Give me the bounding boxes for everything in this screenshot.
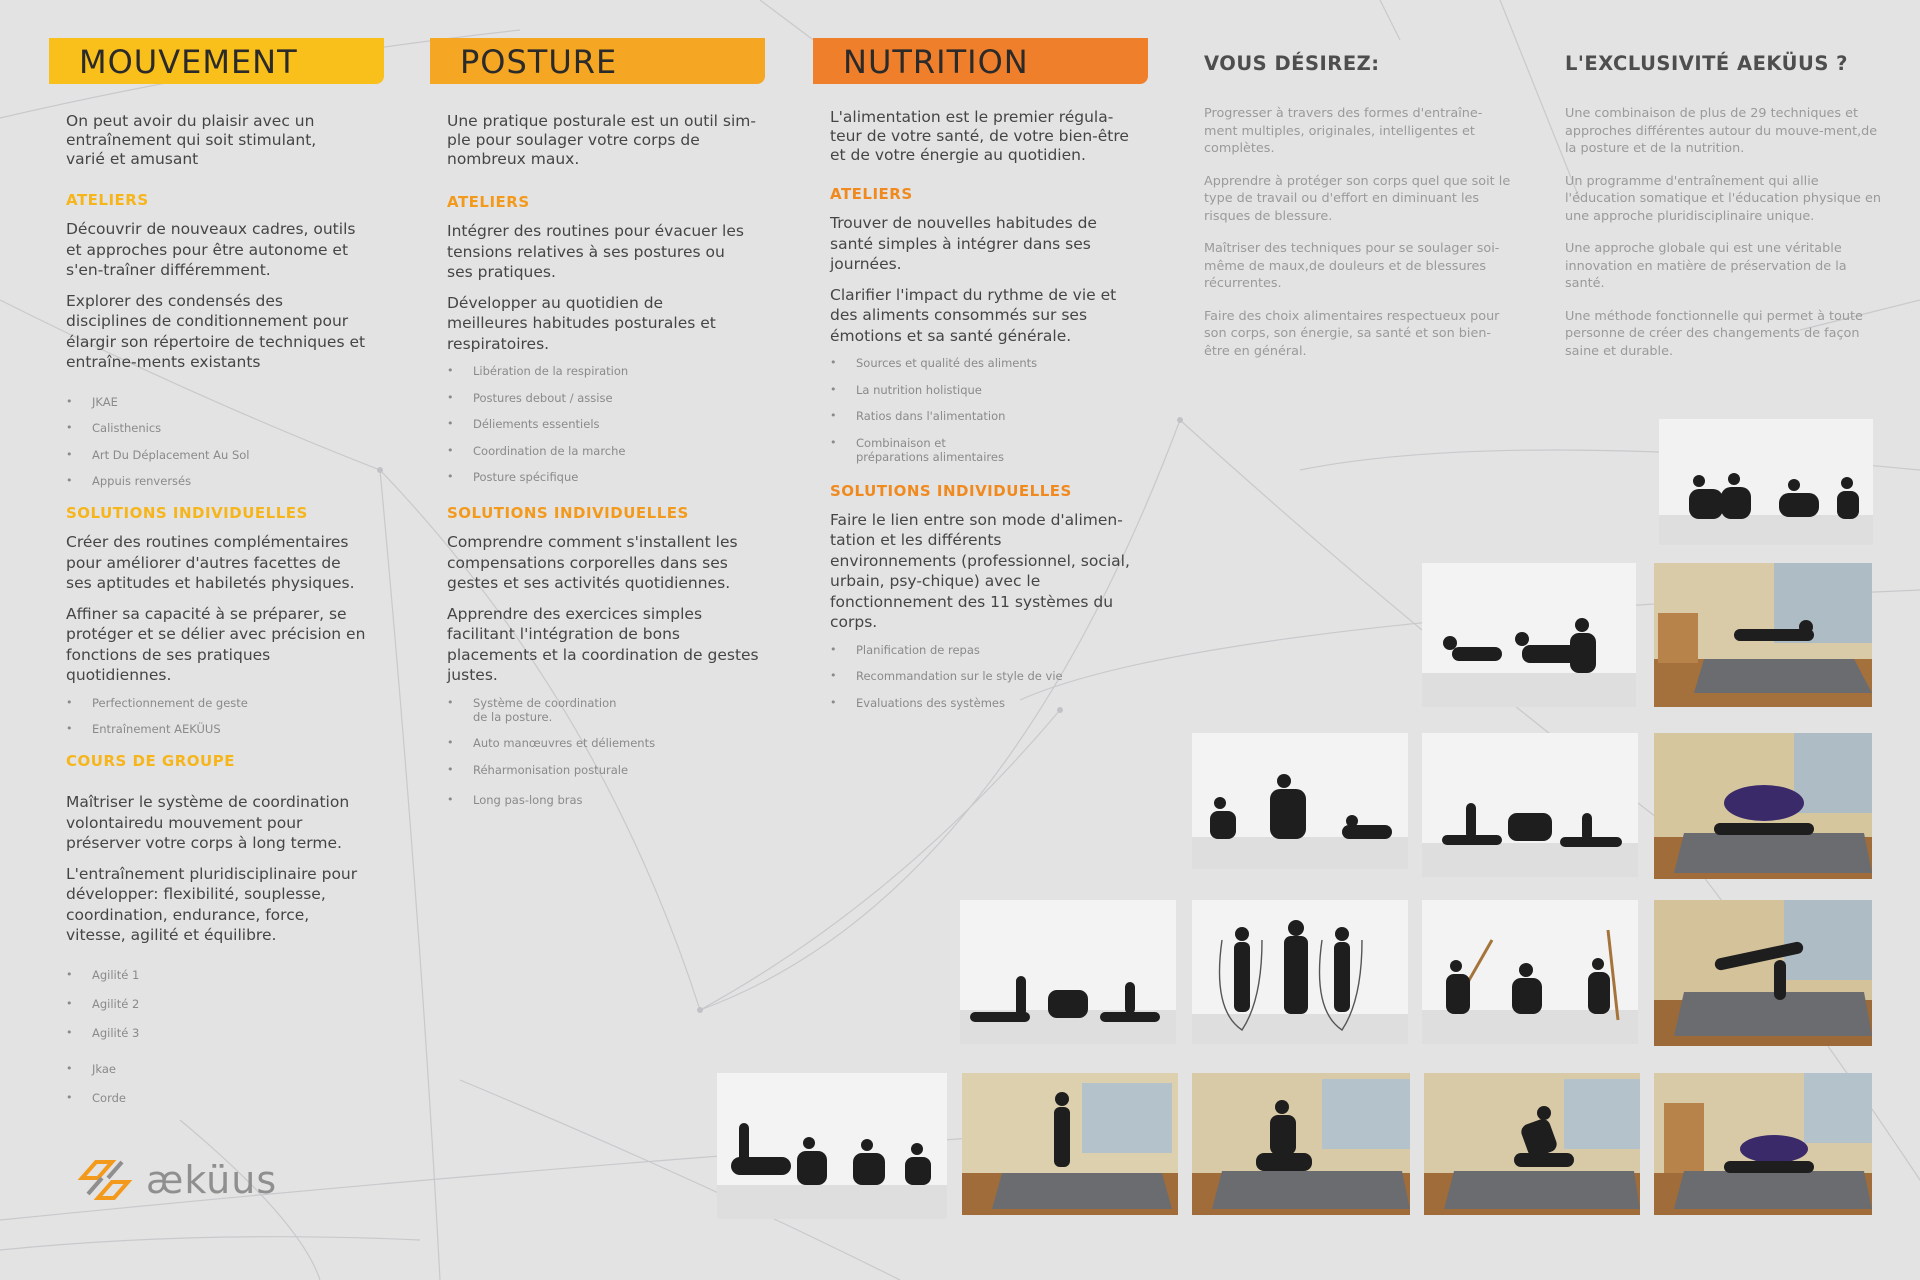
list-item: • Agilité 1	[66, 968, 366, 982]
vous-desirez-item: Faire des choix alimentaires respectueux pour son corps, son énergie, sa santé et son bien-être en général.	[1204, 308, 1500, 359]
list-item: • Evaluations des systèmes	[830, 696, 1145, 710]
list-item: • Long pas-long bras	[447, 793, 762, 807]
mouvement-title: MOUVEMENT	[79, 43, 298, 81]
vous-desirez-body	[1204, 105, 1514, 360]
list-item: • Déliements essentiels	[447, 417, 762, 431]
mouvement-solutions-p1: Créer des routines complémentaires pour améliorer d'autres facettes de ses aptitudes et habiletés physiques.	[66, 533, 355, 592]
photo-studio-jump-rope	[1192, 900, 1408, 1044]
mouvement-cours-list	[66, 968, 366, 1105]
list-item: • Recommandation sur le style de vie	[830, 669, 1145, 683]
posture-column	[447, 38, 762, 819]
mouvement-solutions-list	[66, 696, 366, 737]
exclusivite-body	[1565, 105, 1885, 360]
mouvement-intro: On peut avoir du plaisir avec un entraînement qui soit stimulant, varié et amusant	[66, 112, 317, 168]
nutrition-ateliers-heading: ATELIERS	[830, 185, 913, 203]
photo-studio-group-floor	[717, 1073, 947, 1219]
list-item: • Coordination de la marche	[447, 444, 762, 458]
photo-studio-sticks	[1422, 900, 1638, 1044]
list-item: • Art Du Déplacement Au Sol	[66, 448, 366, 462]
mouvement-ateliers-p1: Découvrir de nouveaux cadres, outils et approches pour être autonome et s'en-traîner différemment.	[66, 220, 356, 279]
list-item: • Sources et qualité des aliments	[830, 356, 1145, 370]
posture-ateliers-list	[447, 364, 762, 484]
exclusivite-item: Une combinaison de plus de 29 techniques et approches différentes autour du mouve-ment,de la posture et de la nutrition.	[1565, 106, 1878, 156]
list-item: • Corde	[66, 1091, 366, 1105]
posture-ateliers-p1: Intégrer des routines pour évacuer les tensions relatives à ses postures ou ses pratiques.	[447, 222, 744, 281]
list-item: • Planification de repas	[830, 643, 1145, 657]
list-item: • Entraînement AEKÜUS	[66, 722, 366, 736]
nutrition-ateliers-list	[830, 356, 1145, 464]
photo-studio-sitting-group	[1192, 733, 1408, 869]
exclusivite-title: L'EXCLUSIVITÉ AEKÜUS ?	[1565, 52, 1848, 75]
nutrition-solutions-list	[830, 643, 1145, 710]
nutrition-solutions-p1: Faire le lien entre son mode d'alimen-tation et les différents environnements (professionnel, social, urbain, psy-chique) avec le fonctionnement des 11 systèmes du corps.	[830, 510, 1130, 631]
mouvement-solutions-heading: SOLUTIONS INDIVIDUELLES	[66, 504, 308, 522]
photo-room-lunge	[1424, 1073, 1640, 1215]
photo-room-squat	[1192, 1073, 1410, 1215]
nutrition-solutions-heading: SOLUTIONS INDIVIDUELLES	[830, 481, 1072, 500]
list-item: • Appuis renversés	[66, 474, 366, 488]
exclusivite-item: Une méthode fonctionnelle qui permet à toute personne de créer des changements de façon saine et durable.	[1565, 308, 1863, 359]
nutrition-title: NUTRITION	[843, 43, 1029, 81]
mouvement-column	[66, 38, 366, 1117]
list-item: • Calisthenics	[66, 421, 366, 435]
posture-ateliers-heading: ATELIERS	[447, 193, 530, 211]
mouvement-cours-heading: COURS DE GROUPE	[66, 752, 235, 770]
aekuus-logo-text: æküus	[146, 1158, 278, 1202]
mouvement-ateliers-p2: Explorer des condensés des disciplines de conditionnement pour élargir son répertoire de techniques et entraîne-ments existants	[66, 291, 366, 371]
list-item: • Auto manœuvres et déliements	[447, 736, 762, 750]
exclusivite-item: Une approche globale qui est une véritable innovation en matière de préservation de la santé.	[1565, 241, 1847, 291]
list-item: • Ratios dans l'alimentation	[830, 409, 1145, 423]
nutrition-intro: L'alimentation est le premier régula-teur de votre santé, de votre bien-être et de votre énergie au quotidien.	[830, 108, 1129, 164]
posture-ateliers-p2: Développer au quotidien de meilleures habitudes posturales et respiratoires.	[447, 293, 716, 353]
photo-studio-group-stretch	[1659, 419, 1873, 545]
photo-room-reach	[1654, 1073, 1872, 1215]
photo-studio-crawl	[1422, 563, 1636, 707]
list-item: • Agilité 3	[66, 1026, 366, 1040]
posture-solutions-p1: Comprendre comment s'installent les compensations corporelles dans ses gestes et ses activités quotidiennes.	[447, 533, 738, 592]
nutrition-banner	[813, 38, 1148, 84]
list-item: • Posture spécifique	[447, 470, 762, 484]
list-item: • Réharmonisation posturale	[447, 763, 762, 777]
posture-title: POSTURE	[460, 43, 618, 81]
posture-solutions-p2: Apprendre des exercices simples facilitant l'intégration de bons placements et la coordination de gestes justes.	[447, 604, 759, 684]
mouvement-solutions-p2: Affiner sa capacité à se préparer, se protéger et se délier avec précision en fonctions de ses pratiques quotidiennes.	[66, 604, 366, 684]
exclusivite-section	[1565, 52, 1885, 375]
list-item: • Jkae	[66, 1062, 366, 1076]
nutrition-ateliers-p2: Clarifier l'impact du rythme de vie et des aliments consommés sur ses émotions et sa santé générale.	[830, 285, 1117, 345]
list-item: • La nutrition holistique	[830, 383, 1145, 397]
posture-banner	[430, 38, 765, 84]
photo-studio-floor-stretch	[1422, 733, 1638, 877]
photo-studio-splits	[960, 900, 1176, 1044]
vous-desirez-section	[1204, 52, 1514, 375]
mouvement-ateliers-heading: ATELIERS	[66, 191, 149, 209]
vous-desirez-title: VOUS DÉSIREZ:	[1204, 52, 1380, 75]
posture-solutions-list	[447, 696, 762, 807]
photo-room-standing-stretch	[962, 1073, 1178, 1215]
mouvement-ateliers-list	[66, 395, 366, 489]
list-item: • JKAE	[66, 395, 366, 409]
list-item: • Libération de la respiration	[447, 364, 762, 378]
vous-desirez-item: Apprendre à protéger son corps quel que soit le type de travail ou d'effort en diminuant les risques de blessure.	[1204, 173, 1511, 224]
posture-solutions-heading: SOLUTIONS INDIVIDUELLES	[447, 504, 689, 522]
nutrition-column	[830, 38, 1145, 722]
exclusivite-item: Un programme d'entraînement qui allie l'éducation somatique et l'éducation physique en une approche pluridisciplinaire unique.	[1565, 173, 1881, 224]
aekuus-logo-icon	[78, 1156, 136, 1204]
list-item: • Postures debout / assise	[447, 391, 762, 405]
mouvement-cours-p2: L'entraînement pluridisciplinaire pour développer: flexibilité, souplesse, coordination, endurance, force, vitesse, agilité et équilibre.	[66, 864, 358, 944]
mouvement-cours-p1: Maîtriser le système de coordination volontairedu mouvement pour préserver votre corps à long terme.	[66, 793, 350, 852]
photo-room-plank	[1654, 563, 1872, 707]
posture-intro: Une pratique posturale est un outil sim-ple pour soulager votre corps de nombreux maux.	[447, 112, 756, 168]
mouvement-banner	[49, 38, 384, 84]
nutrition-ateliers-p1: Trouver de nouvelles habitudes de santé simples à intégrer dans ses journées.	[830, 214, 1097, 273]
vous-desirez-item: Maîtriser des techniques pour se soulager soi-même de maux,de douleurs et de blessures récurrentes.	[1204, 241, 1500, 291]
list-item: • Système de coordination de la posture.	[447, 696, 623, 724]
vous-desirez-item: Progresser à travers des formes d'entraîne-ment multiples, originales, intelligentes et complètes.	[1204, 106, 1483, 156]
aekuus-logo	[78, 1156, 277, 1204]
photo-room-fold	[1654, 733, 1872, 879]
photo-room-twist	[1654, 900, 1872, 1046]
list-item: • Agilité 2	[66, 997, 366, 1011]
list-item: • Perfectionnement de geste	[66, 696, 366, 710]
list-item: • Combinaison et préparations alimentaires	[830, 436, 1006, 464]
